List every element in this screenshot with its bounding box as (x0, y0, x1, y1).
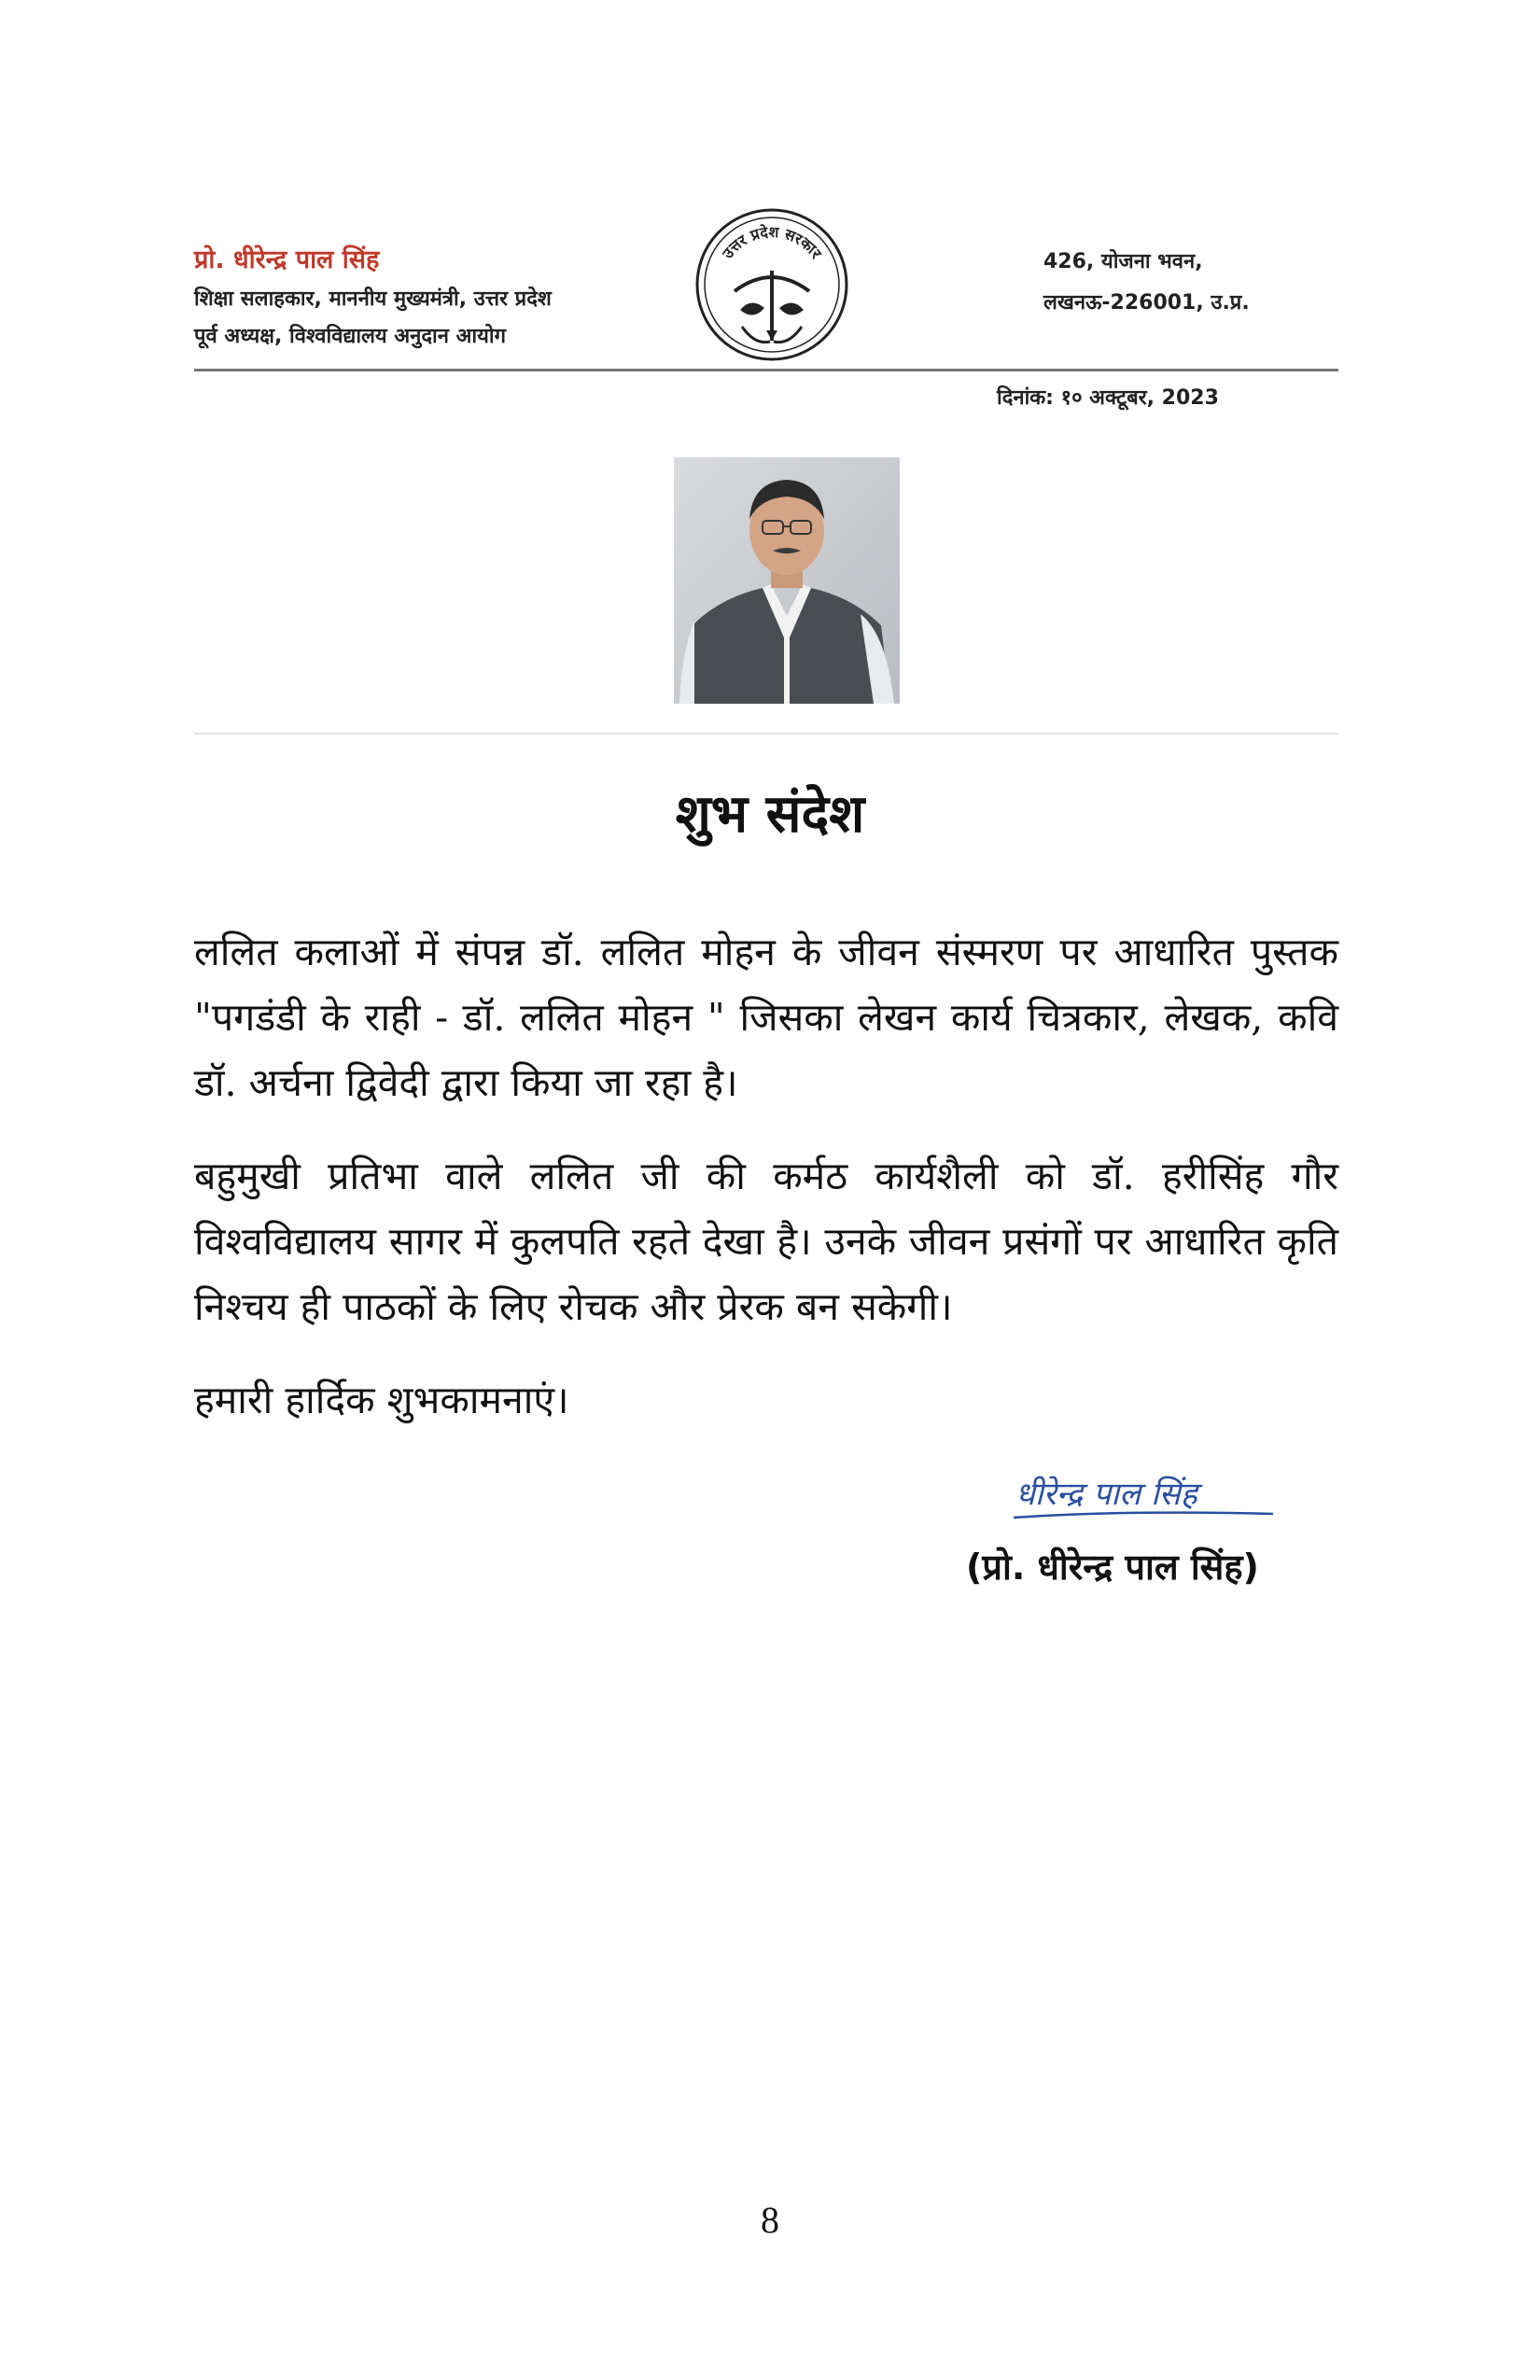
letter-date: दिनांक: १० अक्टूबर, 2023 (997, 386, 1219, 410)
designation-line-1: शिक्षा सलाहकार, माननीय मुख्यमंत्री, उत्तर प्रदेश (194, 287, 552, 311)
signer-name: (प्रो. धीरेन्द्र पाल सिंह) (966, 1547, 1259, 1588)
seal-text: उत्तर प्रदेश सरकार (718, 222, 826, 262)
letterhead-divider (194, 369, 1338, 371)
message-paragraph-1: ललित कलाओं में संपन्न डॉ. ललित मोहन के जीवन संस्मरण पर आधारित पुस्तक "पगडंडी के राही - डॉ. ललित मोहन " जिसका लेखन कार्य चित्रकार, लेखक, कवि डॉ. अर्चना द्विवेदी द्वारा किया जा रहा है। (194, 930, 1338, 1105)
page-number: 8 (761, 2199, 779, 2241)
message-paragraph-3: हमारी हार्दिक शुभकामनाएं। (194, 1378, 569, 1422)
portrait-photo (674, 457, 900, 704)
up-government-seal-icon (693, 205, 850, 364)
letterhead (194, 187, 1338, 373)
message-paragraph-2: बहुमुखी प्रतिभा वाले ललित जी की कर्मठ कार्यशैली को डॉ. हरीसिंह गौर विश्वविद्यालय सागर में कुलपति रहते देखा है। उनके जीवन प्रसंगों पर आधारित कृति निश्चय ही पाठकों के लिए रोचक और प्रेरक बन सकेगी। (194, 1154, 1338, 1329)
handwritten-signature (1008, 1456, 1279, 1531)
address-line-1: 426, योजना भवन, (1043, 250, 1203, 273)
portrait-image (674, 457, 900, 704)
letterhead-name: प्रो. धीरेन्द्र पाल सिंह (194, 245, 380, 274)
message-heading: शुभ संदेश (675, 784, 865, 845)
address-line-2: लखनऊ-226001, उ.प्र. (1043, 291, 1250, 315)
photo-divider (194, 733, 1338, 735)
signature-text: धीरेन्द्र पाल सिंह (1015, 1476, 1197, 1513)
designation-line-2: पूर्व अध्यक्ष, विश्वविद्यालय अनुदान आयोग (194, 325, 506, 348)
